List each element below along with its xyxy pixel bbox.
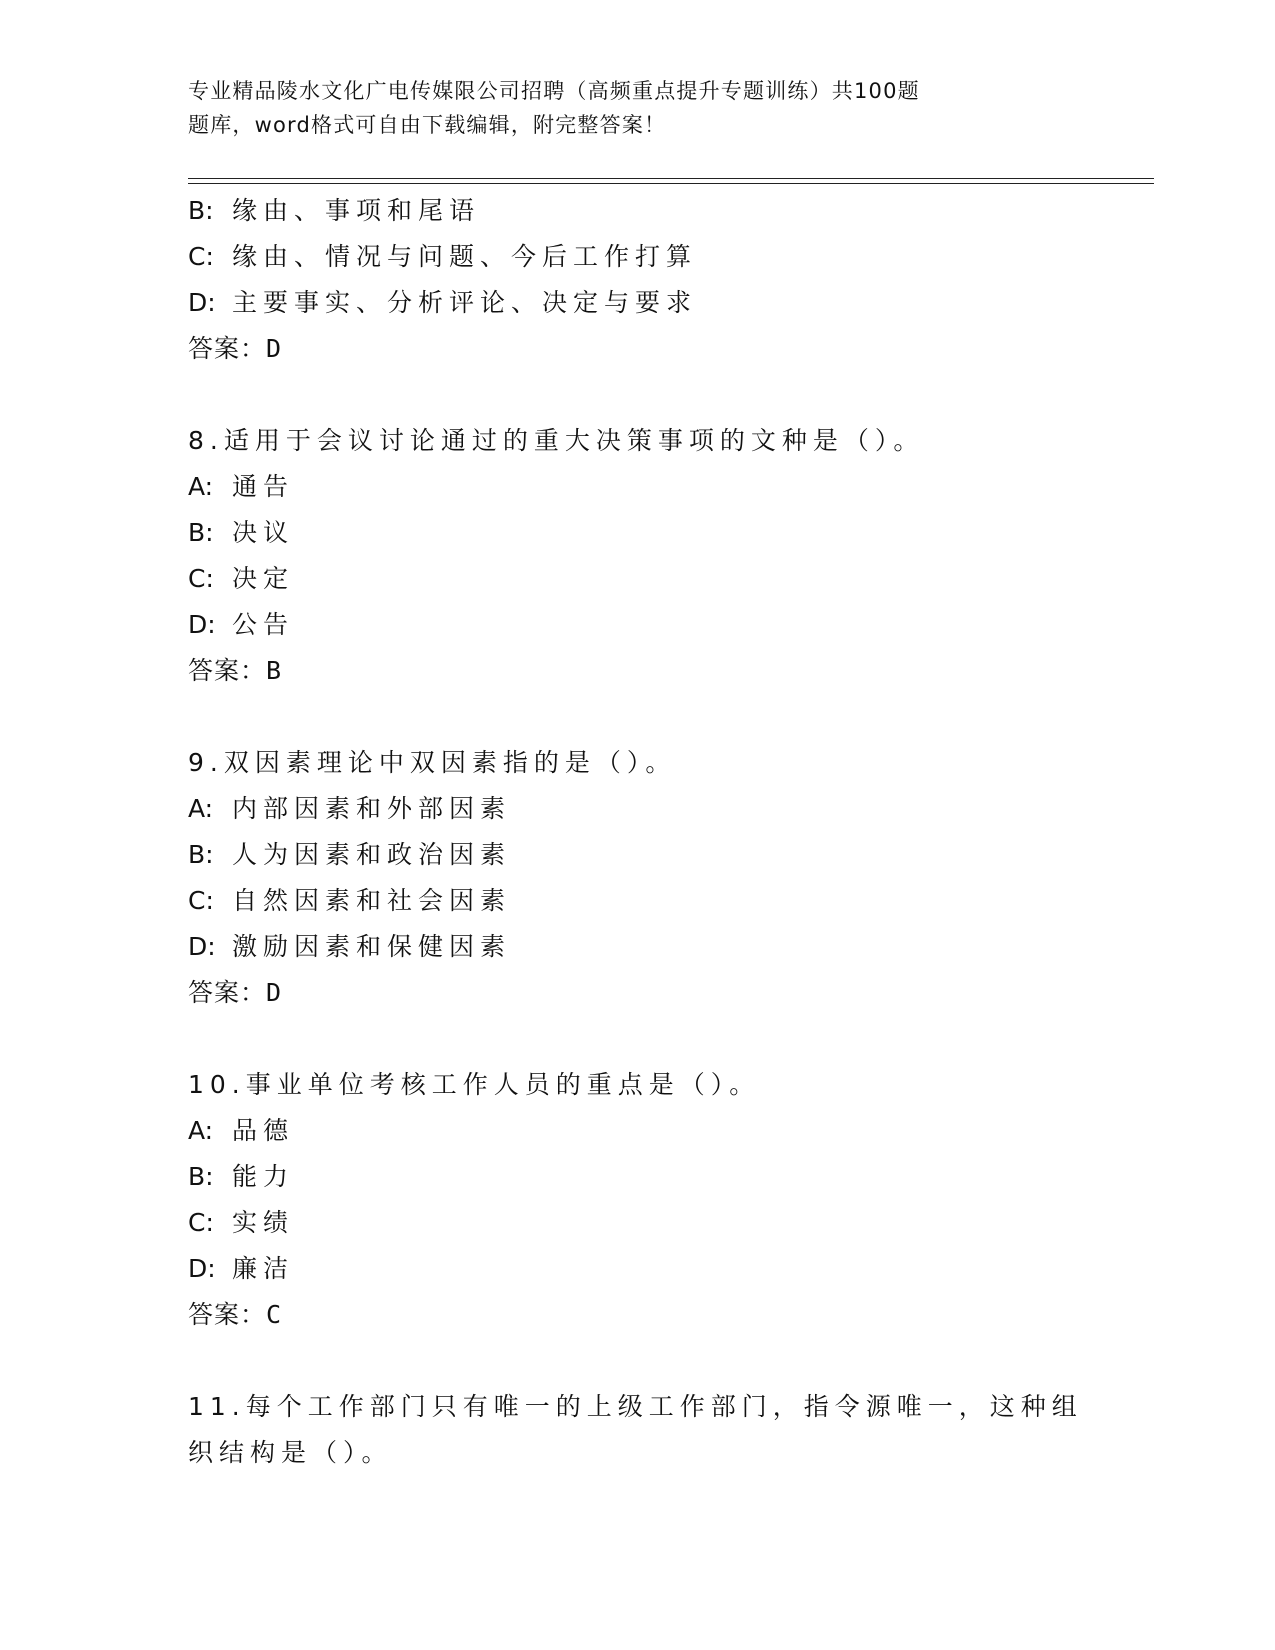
- question-text: 9.双因素理论中双因素指的是（）。: [188, 748, 677, 777]
- option-c: [188, 1200, 1148, 1246]
- option-text: 人为因素和政治因素: [232, 840, 512, 869]
- option-key: D:: [188, 610, 216, 639]
- option-key: C:: [188, 1208, 214, 1237]
- option-text: 主要事实、分析评论、决定与要求: [232, 288, 698, 317]
- option-text: 决定: [232, 564, 295, 593]
- question-text: 8.适用于会议讨论通过的重大决策事项的文种是（）。: [188, 426, 925, 455]
- option-key: A:: [188, 1116, 214, 1145]
- header-line-2: 题库，word格式可自由下载编辑，附完整答案！: [188, 113, 667, 137]
- option-d: [188, 1246, 1148, 1292]
- option-key: C:: [188, 886, 214, 915]
- option-key: D:: [188, 1254, 216, 1283]
- answer-label: 答案：: [188, 334, 267, 363]
- question-10: [188, 1062, 1148, 1338]
- option-text: 决议: [232, 518, 295, 547]
- header-line-1: 专业精品陵水文化广电传媒限公司招聘（高频重点提升专题训练）共100题: [188, 79, 920, 103]
- answer-label: 答案：: [188, 978, 267, 1007]
- option-key: D:: [188, 932, 216, 961]
- option-key: B:: [188, 840, 214, 869]
- header-divider-top: [188, 178, 1154, 179]
- option-d: [188, 280, 1148, 326]
- answer-value: D: [266, 978, 282, 1007]
- question-text: 11.每个工作部门只有唯一的上级工作部门，指令源唯一，这种组织结构是（）。: [188, 1392, 1083, 1467]
- question-8: [188, 418, 1148, 694]
- answer-line: [188, 326, 1148, 372]
- answer-line: [188, 648, 1148, 694]
- option-text: 公告: [232, 610, 295, 639]
- option-text: 能力: [232, 1162, 295, 1191]
- option-text: 品德: [232, 1116, 295, 1145]
- option-b: [188, 188, 1148, 234]
- option-text: 廉洁: [232, 1254, 295, 1283]
- question-list: [188, 188, 1148, 1476]
- option-b: [188, 1154, 1148, 1200]
- question-9: [188, 740, 1148, 1016]
- option-text: 通告: [232, 472, 295, 501]
- option-b: [188, 832, 1148, 878]
- answer-label: 答案：: [188, 1300, 267, 1329]
- option-a: [188, 1108, 1148, 1154]
- option-text: 实绩: [232, 1208, 295, 1237]
- option-text: 缘由、情况与问题、今后工作打算: [232, 242, 698, 271]
- option-a: [188, 786, 1148, 832]
- option-d: [188, 924, 1148, 970]
- question-text: 10.事业单位考核工作人员的重点是（）。: [188, 1070, 761, 1099]
- option-c: [188, 556, 1148, 602]
- option-a: [188, 464, 1148, 510]
- answer-value: D: [266, 334, 282, 363]
- answer-value: C: [266, 1300, 282, 1329]
- option-text: 缘由、事项和尾语: [232, 196, 481, 225]
- question-7: [188, 188, 1148, 372]
- answer-line: [188, 1292, 1148, 1338]
- option-c: [188, 878, 1148, 924]
- answer-label: 答案：: [188, 656, 267, 685]
- answer-value: B: [266, 656, 282, 685]
- option-text: 内部因素和外部因素: [232, 794, 512, 823]
- option-c: [188, 234, 1148, 280]
- document-header: [188, 74, 1088, 142]
- option-key: B:: [188, 518, 214, 547]
- header-divider-bottom: [188, 183, 1154, 184]
- option-key: D:: [188, 288, 216, 317]
- option-b: [188, 510, 1148, 556]
- option-key: C:: [188, 564, 214, 593]
- option-key: B:: [188, 1162, 214, 1191]
- question-11: [188, 1384, 1148, 1476]
- answer-line: [188, 970, 1148, 1016]
- option-key: A:: [188, 472, 214, 501]
- option-text: 激励因素和保健因素: [232, 932, 512, 961]
- option-key: A:: [188, 794, 214, 823]
- option-key: B:: [188, 196, 214, 225]
- option-key: C:: [188, 242, 214, 271]
- option-text: 自然因素和社会因素: [232, 886, 512, 915]
- option-d: [188, 602, 1148, 648]
